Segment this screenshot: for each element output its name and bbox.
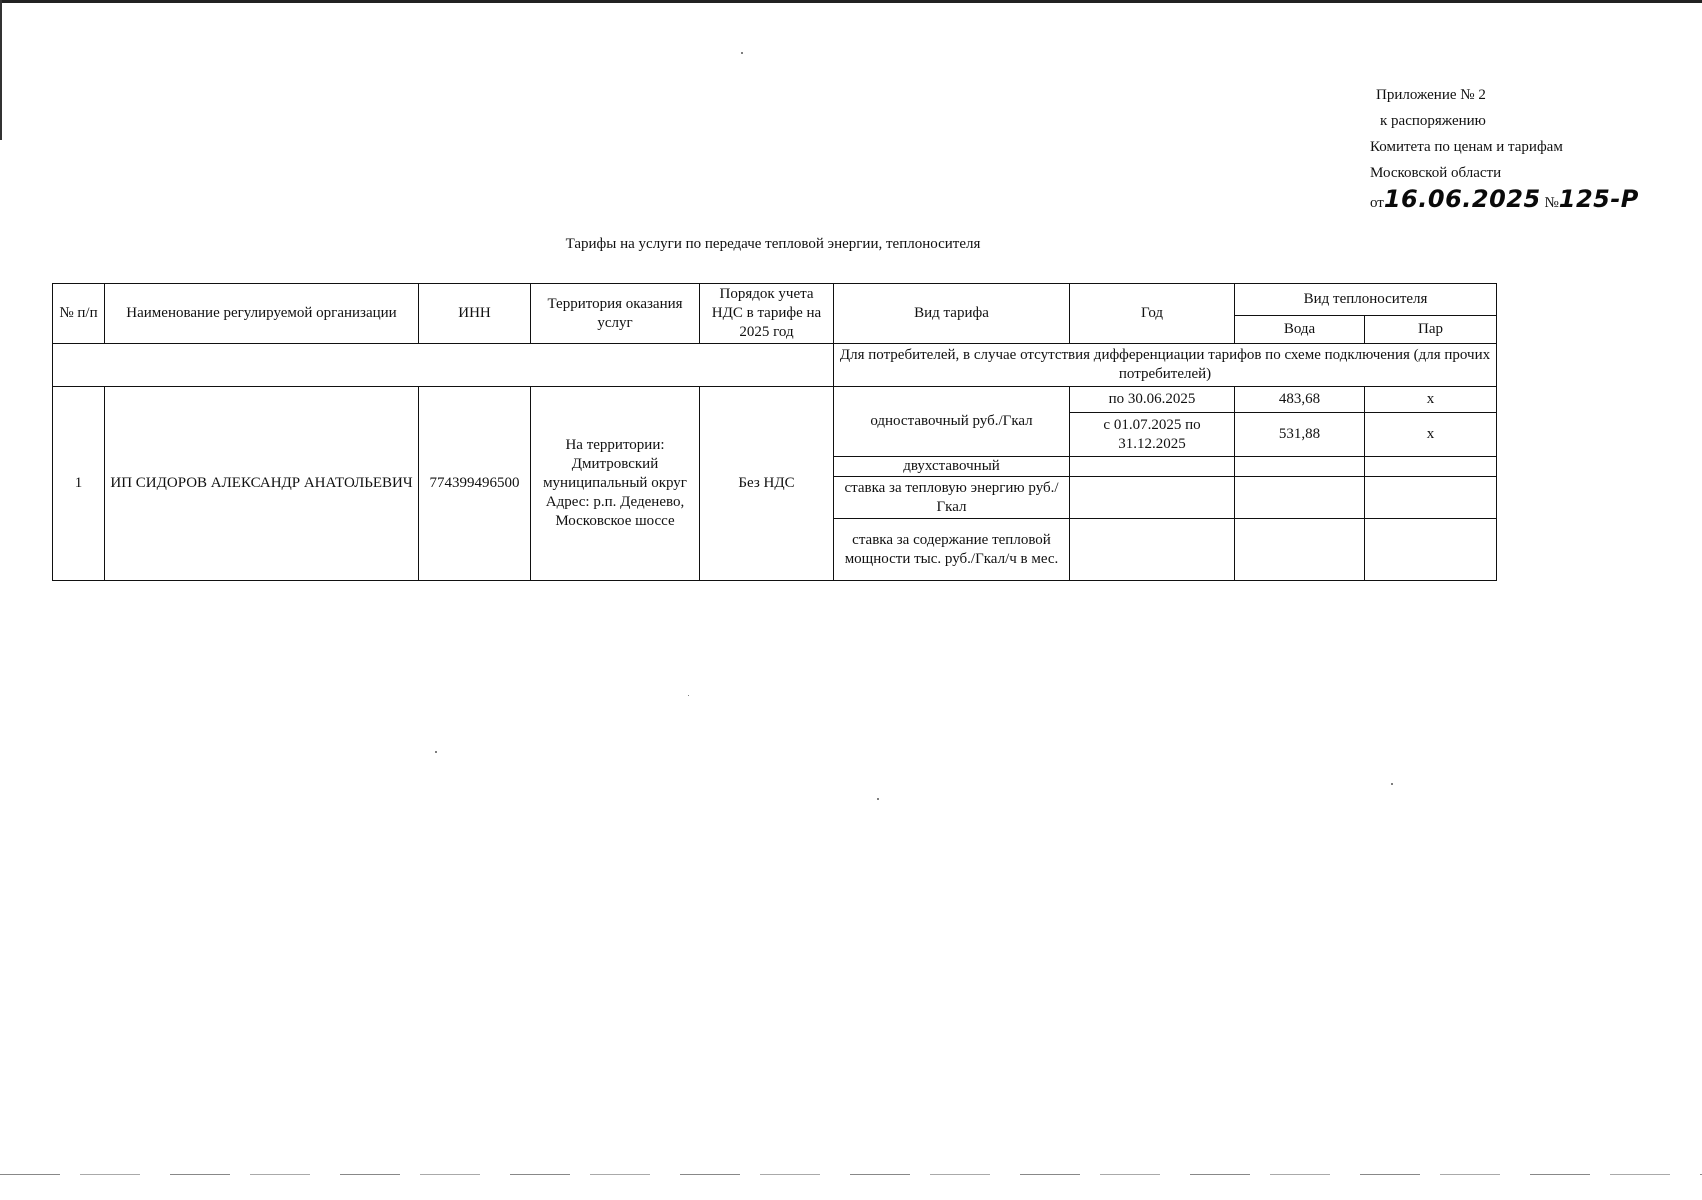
handwritten-date: 16.06.2025: [1383, 185, 1541, 213]
period-steam: х: [1365, 387, 1497, 413]
scan-edge-bottom: [0, 1174, 1702, 1175]
handwritten-number: 125-Р: [1558, 185, 1639, 213]
scan-edge-top: [0, 0, 1702, 3]
header-org-name: Наименование регулируемой организации: [105, 284, 419, 344]
empty-cell: [1365, 457, 1497, 477]
empty-cell: [1070, 477, 1235, 519]
row-territory: На территории: Дмитровский муниципальный округ Адрес: р.п. Деденево, Московское шоссе: [531, 387, 700, 581]
empty-cell: [1070, 457, 1235, 477]
header-tariff-type: Вид тарифа: [834, 284, 1070, 344]
single-rate-label: одноставочный руб./Гкал: [834, 387, 1070, 457]
capacity-rate-label: ставка за содержание тепловой мощности тыс. руб./Гкал/ч в мес.: [834, 519, 1070, 581]
tariff-table: [52, 283, 1497, 581]
scan-edge-left: [0, 0, 2, 140]
scan-speck: [688, 695, 689, 696]
group-row-blank: [53, 344, 834, 387]
appendix-line: Московской области: [1370, 165, 1502, 181]
row-org-name: ИП СИДОРОВ АЛЕКСАНДР АНАТОЛЬЕВИЧ: [105, 387, 419, 581]
appendix-block: [1370, 82, 1639, 216]
appendix-line: Комитета по ценам и тарифам: [1370, 139, 1563, 155]
energy-rate-label: ставка за тепловую энергию руб./Гкал: [834, 477, 1070, 519]
header-inn: ИНН: [419, 284, 531, 344]
group-row-label: Для потребителей, в случае отсутствия дифференциации тарифов по схеме подключения (для прочих потребителей): [834, 344, 1497, 387]
appendix-line: Приложение № 2: [1376, 87, 1486, 103]
header-water: Вода: [1235, 316, 1365, 344]
scan-speck: [435, 751, 437, 753]
number-prefix: №: [1544, 195, 1559, 211]
period-water: 531,88: [1235, 413, 1365, 457]
header-year: Год: [1070, 284, 1235, 344]
scan-speck: [877, 798, 879, 800]
empty-cell: [1365, 477, 1497, 519]
scan-speck: [1391, 783, 1393, 785]
empty-cell: [1235, 457, 1365, 477]
header-steam: Пар: [1365, 316, 1497, 344]
empty-cell: [1070, 519, 1235, 581]
header-num: № п/п: [53, 284, 105, 344]
empty-cell: [1365, 519, 1497, 581]
period-steam: х: [1365, 413, 1497, 457]
appendix-line: к распоряжению: [1380, 113, 1486, 129]
period-water: 483,68: [1235, 387, 1365, 413]
header-carrier: Вид теплоносителя: [1235, 284, 1497, 316]
order-date-number: [1370, 186, 1639, 216]
empty-cell: [1235, 477, 1365, 519]
header-vat: Порядок учета НДС в тарифе на 2025 год: [700, 284, 834, 344]
row-vat: Без НДС: [700, 387, 834, 581]
row-num: 1: [53, 387, 105, 581]
document-title: Тарифы на услуги по передаче тепловой энергии, теплоносителя: [565, 236, 981, 252]
header-territory: Территория оказания услуг: [531, 284, 700, 344]
row-inn: 774399496500: [419, 387, 531, 581]
two-rate-label: двухставочный: [834, 457, 1070, 477]
period-year: с 01.07.2025 по 31.12.2025: [1070, 413, 1235, 457]
empty-cell: [1235, 519, 1365, 581]
scan-speck: [741, 52, 743, 54]
period-year: по 30.06.2025: [1070, 387, 1235, 413]
date-prefix: от: [1370, 195, 1384, 211]
